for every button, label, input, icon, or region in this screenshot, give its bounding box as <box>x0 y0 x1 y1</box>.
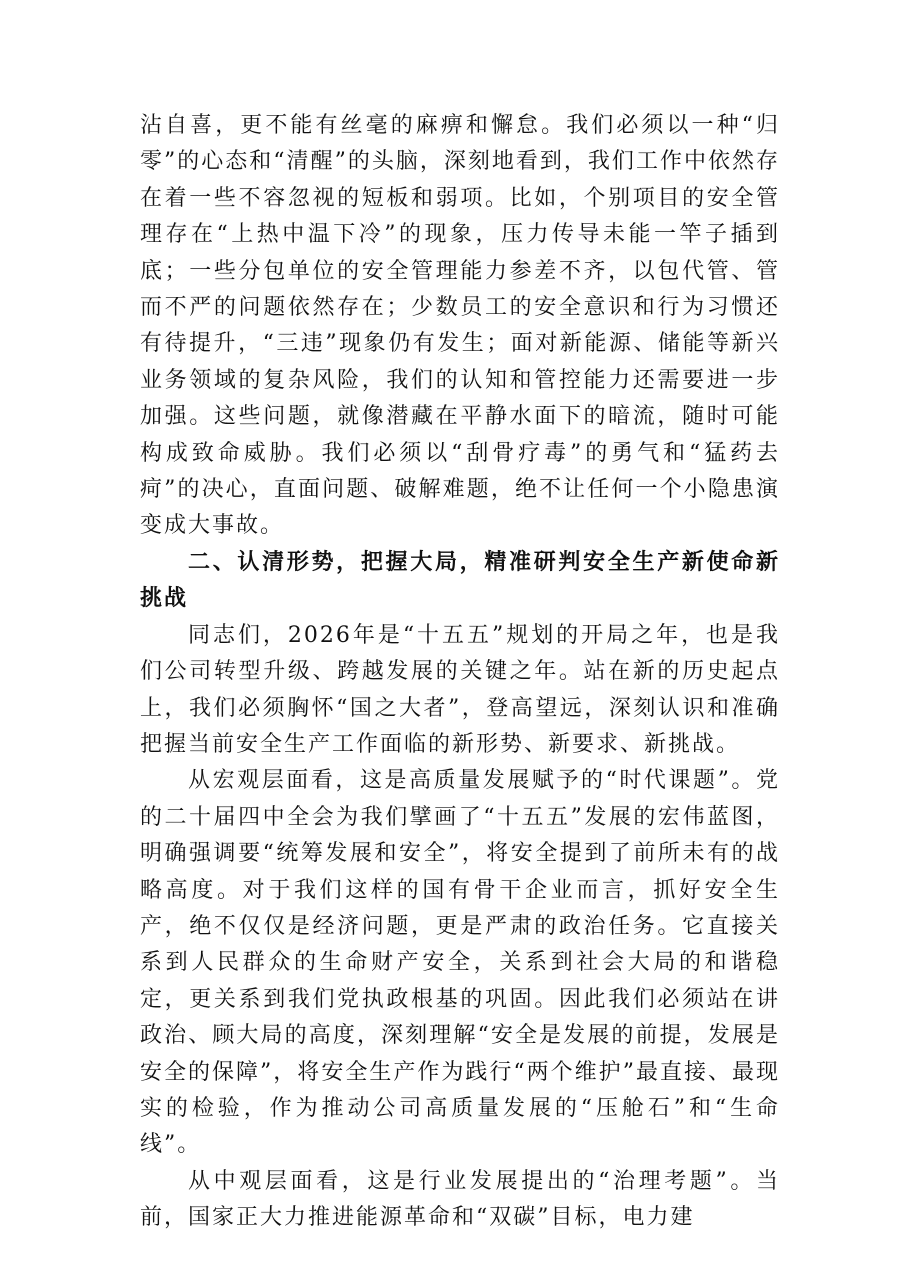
paragraph-continuation: 沾自喜，更不能有丝毫的麻痹和懈怠。我们必须以一种“归零”的心态和“清醒”的头脑，深刻地看到，我们工作中依然存在着一些不容忽视的短板和弱项。比如，个别项目的安全管理存在“上热中温下冷”的现象，压力传导未能一竿子插到底；一些分包单位的安全管理能力参差不齐，以包代管、管而不严的问题依然存在；少数员工的安全意识和行为习惯还有待提升，“三违”现象仍有发生；面对新能源、储能等新兴业务领域的复杂风险，我们的认知和管控能力还需要进一步加强。这些问题，就像潜藏在平静水面下的暗流，随时可能构成致命威胁。我们必须以“刮骨疗毒”的勇气和“猛药去疴”的决心，直面问题、破解难题，绝不让任何一个小隐患演变成大事故。 <box>140 113 780 539</box>
document-body <box>140 108 780 1237</box>
section-heading: 二、认清形势，把握大局，精准研判安全生产新使命新挑战 <box>140 549 780 612</box>
paragraph: 从中观层面看，这是行业发展提出的“治理考题”。当前，国家正大力推进能源革命和“双碳”目标，电力建 <box>140 1168 780 1231</box>
paragraph: 同志们，2026年是“十五五”规划的开局之年，也是我们公司转型升级、跨越发展的关键之年。站在新的历史起点上，我们必须胸怀“国之大者”，登高望远，深刻认识和准确把握当前安全生产工作面临的新形势、新要求、新挑战。 <box>140 622 780 757</box>
paragraph: 从宏观层面看，这是高质量发展赋予的“时代课题”。党的二十届四中全会为我们擘画了“十五五”发展的宏伟蓝图，明确强调要“统筹发展和安全”，将安全提到了前所未有的战略高度。对于我们这样的国有骨干企业而言，抓好安全生产，绝不仅仅是经济问题，更是严肃的政治任务。它直接关系到人民群众的生命财产安全，关系到社会大局的和谐稳定，更关系到我们党执政根基的巩固。因此我们必须站在讲政治、顾大局的高度，深刻理解“安全是发展的前提，发展是安全的保障”，将安全生产作为践行“两个维护”最直接、最现实的检验，作为推动公司高质量发展的“压舱石”和“生命线”。 <box>140 768 780 1158</box>
